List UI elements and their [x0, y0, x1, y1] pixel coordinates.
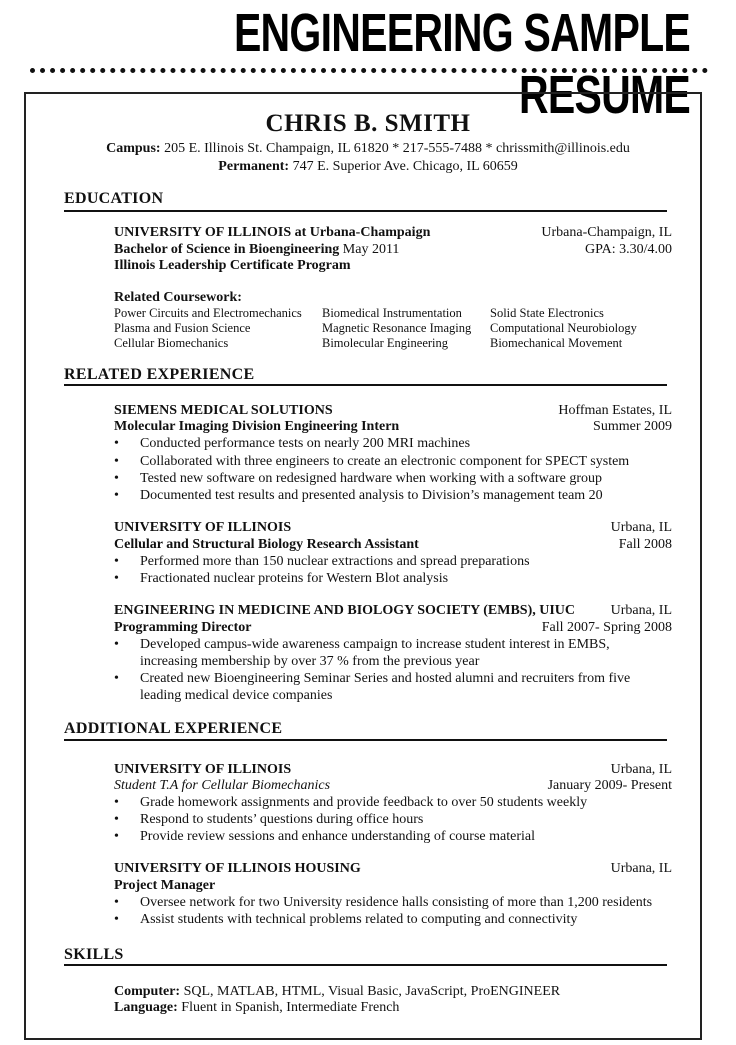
section-rule [64, 739, 667, 741]
course-item: Cellular Biomechanics [114, 336, 229, 350]
bullet-item: • Conducted performance tests on nearly 200 MRI machines [114, 436, 471, 451]
course-item: Bimolecular Engineering [322, 336, 449, 350]
bullet-item: • Grade homework assignments and provide feedback to over 50 students weekly [114, 795, 588, 810]
job-title: Student T.A for Cellular Biomechanics [114, 778, 331, 793]
job-location: Urbana, IL [610, 603, 672, 618]
course-item: Biomechanical Movement [490, 336, 623, 350]
job-title: Molecular Imaging Division Engineering Intern [114, 419, 400, 434]
bullet-item: • Respond to students’ questions during office hours [114, 812, 424, 827]
education-gpa: GPA: 3.30/4.00 [584, 242, 672, 257]
education-degree-line [114, 242, 399, 258]
section-heading-skills: SKILLS [64, 946, 124, 963]
job-title: Cellular and Structural Biology Research Assistant [114, 537, 419, 552]
banner-title: ENGINEERING SAMPLE RESUME [233, 3, 690, 125]
candidate-name: CHRIS B. SMITH [265, 110, 471, 137]
skills-computer [114, 984, 560, 1000]
job-org: UNIVERSITY OF ILLINOIS HOUSING [114, 861, 361, 876]
job-date: Fall 2008 [618, 537, 672, 552]
bullet-item: • Documented test results and presented analysis to Division’s management team 20 [114, 488, 603, 503]
bullet-item: • Fractionated nuclear proteins for Western Blot analysis [114, 571, 449, 586]
job-date: Summer 2009 [593, 419, 672, 434]
bullet-item: • Collaborated with three engineers to create an electronic component for SPECT system [114, 454, 630, 469]
permanent-address [0, 159, 736, 175]
education-school: UNIVERSITY OF ILLINOIS at Urbana-Champaign [114, 225, 431, 240]
bullet-item: • Provide review sessions and enhance understanding of course material [114, 829, 535, 844]
skills-computer-label: Computer: [114, 984, 181, 999]
skills-language-label: Language: [114, 1000, 178, 1015]
bullet-continuation: increasing membership by over 37 % from the previous year [140, 654, 480, 669]
section-heading-additional-experience: ADDITIONAL EXPERIENCE [64, 720, 283, 737]
dotted-divider [30, 68, 708, 73]
job-org: ENGINEERING IN MEDICINE AND BIOLOGY SOCIETY (EMBS), UIUC [114, 603, 576, 618]
course-item: Magnetic Resonance Imaging [322, 321, 472, 335]
skills-language-value: Fluent in Spanish, Intermediate French [177, 1000, 400, 1015]
job-date: Fall 2007- Spring 2008 [541, 620, 672, 635]
section-heading-education: EDUCATION [64, 190, 164, 207]
job-title: Project Manager [114, 878, 216, 893]
permanent-label: Permanent: [218, 159, 290, 174]
job-location: Urbana, IL [610, 762, 672, 777]
education-degree: Bachelor of Science in Bioengineering [114, 242, 340, 257]
bullet-item: • Developed campus-wide awareness campaign to increase student interest in EMBS, [114, 637, 610, 652]
job-title: Programming Director [114, 620, 252, 635]
bullet-item: • Tested new software on redesigned hardware when working with a software group [114, 471, 603, 486]
course-item: Plasma and Fusion Science [114, 321, 251, 335]
course-item: Power Circuits and Electromechanics [114, 306, 302, 320]
section-heading-related-experience: RELATED EXPERIENCE [64, 366, 255, 383]
job-date: January 2009- Present [547, 778, 672, 793]
bullet-continuation: leading medical device companies [140, 688, 333, 703]
section-rule [64, 384, 667, 386]
section-rule [64, 964, 667, 966]
job-location: Urbana, IL [610, 861, 672, 876]
bullet-item: • Created new Bioengineering Seminar Series and hosted alumni and recruiters from five [114, 671, 631, 686]
course-item: Solid State Electronics [490, 306, 604, 320]
course-item: Biomedical Instrumentation [322, 306, 462, 320]
bullet-item: • Oversee network for two University residence halls consisting of more than 1,200 residents [114, 895, 653, 910]
education-location: Urbana-Champaign, IL [541, 225, 672, 240]
job-org: UNIVERSITY OF ILLINOIS [114, 762, 292, 777]
skills-language [114, 1000, 399, 1016]
campus-label: Campus: [106, 141, 161, 156]
education-date: May 2011 [339, 242, 400, 257]
job-org: UNIVERSITY OF ILLINOIS [114, 520, 292, 535]
section-rule [64, 210, 667, 212]
bullet-item: • Assist students with technical problems related to computing and connectivity [114, 912, 578, 927]
education-certificate: Illinois Leadership Certificate Program [114, 258, 351, 273]
job-location: Urbana, IL [610, 520, 672, 535]
permanent-value: 747 E. Superior Ave. Chicago, IL 60659 [289, 159, 518, 174]
bullet-item: • Performed more than 150 nuclear extractions and spread preparations [114, 554, 530, 569]
job-location: Hoffman Estates, IL [558, 403, 672, 418]
coursework-label: Related Coursework: [114, 290, 242, 305]
course-item: Computational Neurobiology [490, 321, 637, 335]
skills-computer-value: SQL, MATLAB, HTML, Visual Basic, JavaScript, ProENGINEER [180, 984, 561, 999]
job-org: SIEMENS MEDICAL SOLUTIONS [114, 403, 333, 418]
campus-address [0, 141, 736, 157]
campus-value: 205 E. Illinois St. Champaign, IL 61820 * 217-555-7488 * chrissmith@illinois.edu [160, 141, 630, 156]
